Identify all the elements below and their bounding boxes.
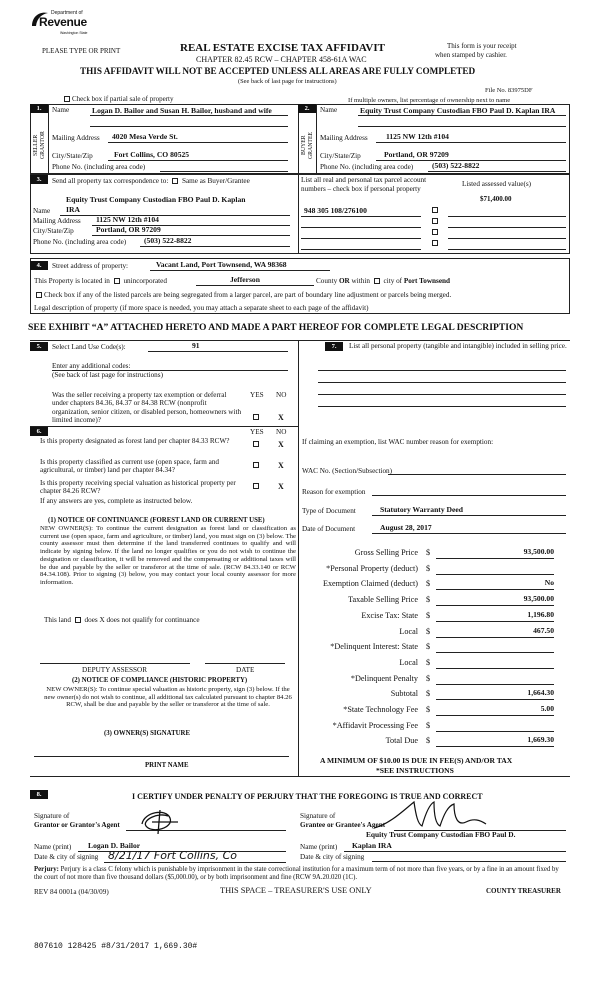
seller-name-label: Name [52, 106, 70, 114]
calc-currency: $ [426, 579, 431, 589]
section-3-number: 3. [30, 175, 48, 184]
section-7-number: 7. [325, 342, 343, 351]
calc-currency: $ [426, 736, 431, 746]
does-not-label: X does not qualify for continuance [99, 616, 200, 624]
certify-statement: I CERTIFY UNDER PENALTY OF PERJURY THAT THE FOREGOING IS TRUE AND CORRECT [132, 792, 483, 801]
if-yes-note: If any answers are yes, complete as instructed below. [40, 497, 193, 505]
continuance-row [44, 616, 200, 624]
print-name-label: PRINT NAME [145, 762, 189, 769]
buyer-phone-label: Phone No. (including area code) [320, 163, 414, 171]
revenue-logo [30, 10, 92, 40]
segregated-checkbox[interactable] [36, 292, 42, 298]
logo-top: Department of [51, 10, 83, 16]
city-of-label: city of [383, 277, 403, 285]
warning-banner: THIS AFFIDAVIT WILL NOT BE ACCEPTED UNLESS ALL AREAS ARE FULLY COMPLETED [80, 66, 476, 76]
section-5-number: 5. [30, 342, 48, 351]
tax-phone-field[interactable]: (503) 522-8822 [144, 236, 192, 245]
calc-label: Excise Tax: State [361, 610, 418, 620]
notice1-body: NEW OWNER(S): To continue the current designation as forest land or classification as current use (open space, farm and agriculture, or timber) land, you must sign on (3) below. The county assessor must then determine if the land transferred continues to qualify and will indicate by signing below. If the land no longer qualifies or you do not wish to continue the designation or classification, it will be removed and the compensating or additional taxes will be due and payable by the seller or transferor at the time of sale. (RCW 84.33.140 or RCW 84.34.108). Prior to signing (3) below, you may contact your local county assessor for more information. [40, 525, 296, 586]
seller-mailing-field[interactable]: 4020 Mesa Verde St. [112, 132, 178, 141]
buyer-name-field[interactable]: Equity Trust Company Custodian FBO Paul D. Kaplan IRA [360, 106, 556, 115]
calc-currency: $ [426, 673, 431, 683]
seller-name-field[interactable]: Logan D. Bailor and Susan H. Bailor, husband and wife [92, 106, 272, 115]
perjury-text: Perjury is a class C felony which is punishable by imprisonment in the state correctional institution for a maximum term of not more than five years, or by a fine in an amount fixed by the court of not more than five thousand dollars ($5,000.00), or by both imprisonment and fine (RCW 9A.20.020 (1C). [34, 866, 559, 881]
grantee-signature-label-1: Signature of [300, 812, 336, 820]
grantee-date-city-label: Date & city of signing [300, 853, 365, 861]
calc-currency: $ [426, 689, 431, 699]
grantor-name-field[interactable]: Logan D. Bailor [88, 841, 141, 850]
calc-value[interactable]: 1,196.80 [436, 611, 554, 622]
current-use-no-answer[interactable]: X [278, 461, 284, 470]
multiple-owners-note: If multiple owners, list percentage of ownership next to name [348, 97, 511, 104]
section-6-number: 6. [30, 427, 48, 436]
calc-value[interactable] [436, 564, 554, 575]
section5-see-back: (See back of last page for instructions) [52, 371, 163, 379]
receipt-note-1: This form is your receipt [447, 42, 517, 50]
tax-mailing-label: Mailing Address [33, 217, 81, 225]
grantor-signature-label-2: Grantor or Grantor's Agent [34, 821, 120, 829]
see-instructions-note: *SEE INSTRUCTIONS [376, 766, 454, 775]
tax-phone-label: Phone No. (including area code) [33, 238, 127, 246]
grantee-signature-icon[interactable] [370, 798, 490, 832]
logo-sub: Washington State [60, 31, 88, 35]
section-1-number: 1. [30, 104, 48, 113]
parcel-number[interactable]: 948 305 108/276100 [304, 206, 367, 215]
calc-label: Exemption Claimed (deduct) [322, 579, 418, 589]
tax-city-field[interactable]: Portland, OR 97209 [96, 225, 161, 234]
partial-sale-checkbox[interactable] [64, 96, 70, 102]
calc-label: Local [399, 626, 418, 636]
calc-value[interactable]: 5.00 [436, 705, 554, 716]
this-land-label: This land [44, 616, 71, 624]
historic-yes-checkbox[interactable] [253, 483, 259, 489]
notice2-body: NEW OWNER(S): To continue special valuation as historic property, sign (3) below. If the new owner(s) do not wish to continue, all additional tax calculated pursuant to chapter 84.26 RCW, shall be due and payable by the seller or transferor at the time of sale. [44, 686, 292, 709]
tax-city-label: City/State/Zip [33, 227, 74, 235]
buyer-name-label: Name [320, 106, 338, 114]
section-2-number: 2. [298, 104, 316, 113]
parcel-2-checkbox[interactable] [432, 218, 438, 224]
doc-date-field[interactable]: August 28, 2017 [380, 523, 432, 532]
perjury-label: Perjury: [34, 866, 59, 873]
same-as-buyer-label: Same as Buyer/Grantee [181, 177, 250, 185]
section6-no-header: NO [276, 428, 287, 436]
calc-currency: $ [426, 610, 431, 620]
receipt-note-2: when stamped by cashier. [435, 51, 507, 59]
street-label: Street address of property: [52, 262, 129, 270]
calc-value[interactable]: 93,500.00 [436, 548, 554, 559]
calc-value[interactable]: 467.50 [436, 627, 554, 638]
segregated-label: Check box if any of the listed parcels are being segregated from a larger parcel, are part of boundary line adjustment or parcels being merged. [44, 291, 452, 299]
grantor-label: GRANTOR [40, 131, 46, 159]
within-label: within [351, 277, 370, 285]
grantor-date-city-field[interactable]: 8/21/17 Fort Collins, Co [108, 849, 237, 862]
parcel-4-checkbox[interactable] [432, 240, 438, 246]
seller-label: SELLER [33, 134, 39, 156]
assessed-value: $71,400.00 [480, 195, 512, 203]
tax-name-line1: Equity Trust Company Custodian FBO Paul D. Kaplan [66, 195, 246, 204]
grantee-signature-label-2: Grantee or Grantee's Agent [300, 821, 386, 829]
does-label: does [84, 616, 98, 624]
calc-currency: $ [426, 642, 431, 652]
calc-value[interactable] [436, 642, 554, 653]
unincorporated-label: unincorporated [123, 277, 167, 285]
county-or-within [316, 277, 450, 285]
calc-label: *Personal Property (deduct) [326, 563, 418, 573]
deputy-assessor-label: DEPUTY ASSESSOR [82, 666, 148, 674]
parcel-header-1: List all real and personal tax parcel account [301, 176, 427, 184]
calc-currency: $ [426, 720, 431, 730]
buyer-city-field[interactable]: Portland, OR 97209 [384, 150, 449, 159]
deputy-date-label: DATE [236, 666, 255, 674]
minimum-fee-note: A MINIMUM OF $10.00 IS DUE IN FEE(S) AND/OR TAX [320, 756, 513, 765]
assessed-header: Listed assessed value(s) [462, 180, 532, 188]
located-prefix: This Property is located in [34, 277, 110, 285]
calc-value[interactable]: 1,669.30 [436, 736, 554, 747]
notice2-title: (2) NOTICE OF COMPLIANCE (HISTORIC PROPERTY) [72, 677, 248, 684]
calc-value[interactable]: 93,500.00 [436, 595, 554, 606]
calc-label: Total Due [385, 736, 418, 746]
send-label: Send all property tax correspondence to: [52, 177, 169, 185]
exhibit-banner: SEE EXHIBIT “A” ATTACHED HERETO AND MADE A PART HEREOF FOR COMPLETE LEGAL DESCRIPTION [28, 322, 524, 333]
forest-land-question: Is this property designated as forest land per chapter 84.33 RCW? [40, 437, 230, 445]
send-correspondence [52, 177, 250, 185]
tax-name-label: Name [33, 207, 51, 215]
grantee-name-field[interactable]: Kaplan IRA [352, 841, 392, 850]
parcel-3-checkbox[interactable] [432, 229, 438, 235]
notice1-title: (1) NOTICE OF CONTINUANCE (FOREST LAND OR CURRENT USE) [48, 517, 265, 524]
historic-question: Is this property receiving special valuation as historical property per chapter 84.26 RCW? [40, 479, 236, 496]
file-number: File No. 83975DF [485, 87, 533, 94]
forest-yes-checkbox[interactable] [253, 441, 259, 447]
calc-value[interactable]: No [436, 579, 554, 590]
grantor-date-city-label: Date & city of signing [34, 853, 99, 861]
does-qualify-checkbox[interactable] [75, 617, 81, 623]
calc-currency: $ [426, 563, 431, 573]
calc-currency: $ [426, 595, 431, 605]
calc-label: Gross Selling Price [354, 548, 418, 557]
section6-yes-header: YES [250, 428, 264, 436]
page-title: REAL ESTATE EXCISE TAX AFFIDAVIT [180, 42, 385, 54]
please-type: PLEASE TYPE OR PRINT [42, 47, 121, 55]
calc-currency: $ [426, 705, 431, 714]
doc-type-field[interactable]: Statutory Warranty Deed [380, 505, 463, 514]
historic-no-answer[interactable]: X [278, 482, 284, 491]
county-treasurer: COUNTY TREASURER [486, 887, 561, 895]
calc-currency: $ [426, 626, 431, 636]
seller-city-label: City/State/Zip [52, 152, 93, 160]
grantor-signature-icon[interactable] [138, 806, 184, 836]
partial-sale-row [62, 95, 173, 103]
exemption-reason-label: Reason for exemption [302, 488, 366, 496]
doc-date-label: Date of Document [302, 525, 356, 533]
location-row [34, 277, 167, 285]
segregated-row [34, 291, 451, 299]
same-as-buyer-checkbox[interactable] [172, 178, 178, 184]
calc-currency: $ [426, 548, 431, 557]
calc-label: Taxable Selling Price [348, 595, 418, 605]
current-use-question: Is this property classified as current use (open space, farm and agricultural, or timber) land per chapter 84.34? [40, 458, 220, 475]
parcel-1-checkbox[interactable] [432, 207, 438, 213]
exemption-yes-checkbox[interactable] [253, 414, 259, 420]
calc-label: *State Technology Fee [343, 705, 418, 714]
perjury-notice [34, 866, 568, 882]
grantor-signature-label-1: Signature of [34, 812, 70, 820]
current-use-yes-checkbox[interactable] [253, 462, 259, 468]
page-subtitle: CHAPTER 82.45 RCW – CHAPTER 458-61A WAC [196, 55, 367, 64]
grantor-name-print-label: Name (print) [34, 843, 72, 851]
tax-mailing-field[interactable]: 1125 NW 12th #104 [96, 215, 159, 224]
section5-yes-header: YES [250, 391, 264, 399]
county-field[interactable]: Jefferson [230, 275, 260, 284]
buyer-label: BUYER [301, 135, 307, 155]
or-label: OR [338, 277, 350, 285]
calc-value[interactable]: 1,664.30 [436, 689, 554, 700]
treasurer-space: THIS SPACE – TREASURER'S USE ONLY [220, 886, 372, 895]
exemption-question: Was the seller receiving a property tax exemption or deferral under chapters 84.36, 84.37 or 84.38 RCW (nonprofit organization, senior citizen, or disabled person, homeowners with limited income)? [52, 391, 242, 424]
unincorporated-checkbox[interactable] [114, 278, 120, 284]
logo-main: Revenue [39, 15, 87, 29]
legal-description-label: Legal description of property (if more space is needed, you may attach a separate sheet to each page of the affidavit) [34, 304, 369, 312]
calc-label: *Delinquent Penalty [350, 673, 418, 683]
land-use-field[interactable]: 91 [192, 341, 200, 350]
recording-stamp: 807610 128425 #8/31/2017 1,669.30# [34, 942, 198, 951]
calc-currency: $ [426, 657, 431, 667]
grantee-name-print-label: Name (print) [300, 843, 338, 851]
buyer-mailing-label: Mailing Address [320, 134, 368, 142]
buyer-mailing-field[interactable]: 1125 NW 12th #104 [386, 132, 449, 141]
seller-mailing-label: Mailing Address [52, 134, 100, 142]
calc-value[interactable] [436, 674, 554, 685]
calc-label: Subtotal [390, 689, 418, 699]
street-field[interactable]: Vacant Land, Port Townsend, WA 98368 [156, 260, 287, 269]
within-city-checkbox[interactable] [374, 278, 380, 284]
forest-no-answer[interactable]: X [278, 440, 284, 449]
section5-no-header: NO [276, 391, 287, 399]
grantee-label: GRANTEE [308, 131, 314, 159]
calc-value[interactable] [436, 721, 554, 732]
exemption-claim-label: If claiming an exemption, list WAC number reason for exemption: [302, 438, 494, 446]
buyer-phone-field[interactable]: (503) 522-8822 [432, 161, 480, 170]
exemption-no-answer[interactable]: X [278, 413, 284, 422]
calc-label: *Affidavit Processing Fee [332, 720, 418, 730]
section-4-number: 4. [30, 261, 48, 270]
grantee-under-signature: Equity Trust Company Custodian FBO Paul D. [366, 830, 516, 839]
doc-type-label: Type of Document [302, 507, 356, 515]
calc-value[interactable] [436, 658, 554, 669]
calc-label: Local [399, 657, 418, 667]
calc-label: *Delinquent Interest: State [330, 642, 418, 652]
personal-property-label: List all personal property (tangible and intangible) included in selling price. [349, 342, 567, 350]
seller-phone-label: Phone No. (including area code) [52, 163, 146, 171]
additional-codes-label: Enter any additional codes: [52, 362, 131, 370]
see-instructions: (See back of last page for instructions) [238, 78, 337, 85]
partial-sale-label: Check box if partial sale of property [72, 95, 174, 103]
county-label: County [316, 277, 338, 285]
rev-number: REV 84 0001a (04/30/09) [34, 888, 109, 896]
owner-signature-label: (3) OWNER(S) SIGNATURE [104, 730, 190, 737]
parcel-header-2: numbers – check box if personal property [301, 185, 421, 193]
land-use-label: Select Land Use Code(s): [52, 343, 126, 351]
seller-city-field[interactable]: Fort Collins, CO 80525 [114, 150, 190, 159]
tax-name-line2[interactable]: IRA [66, 205, 80, 214]
wac-number-label: WAC No. (Section/Subsection) [302, 467, 393, 475]
city-field[interactable]: Port Townsend [403, 277, 451, 285]
buyer-city-label: City/State/Zip [320, 152, 361, 160]
section-8-number: 8. [30, 790, 48, 799]
